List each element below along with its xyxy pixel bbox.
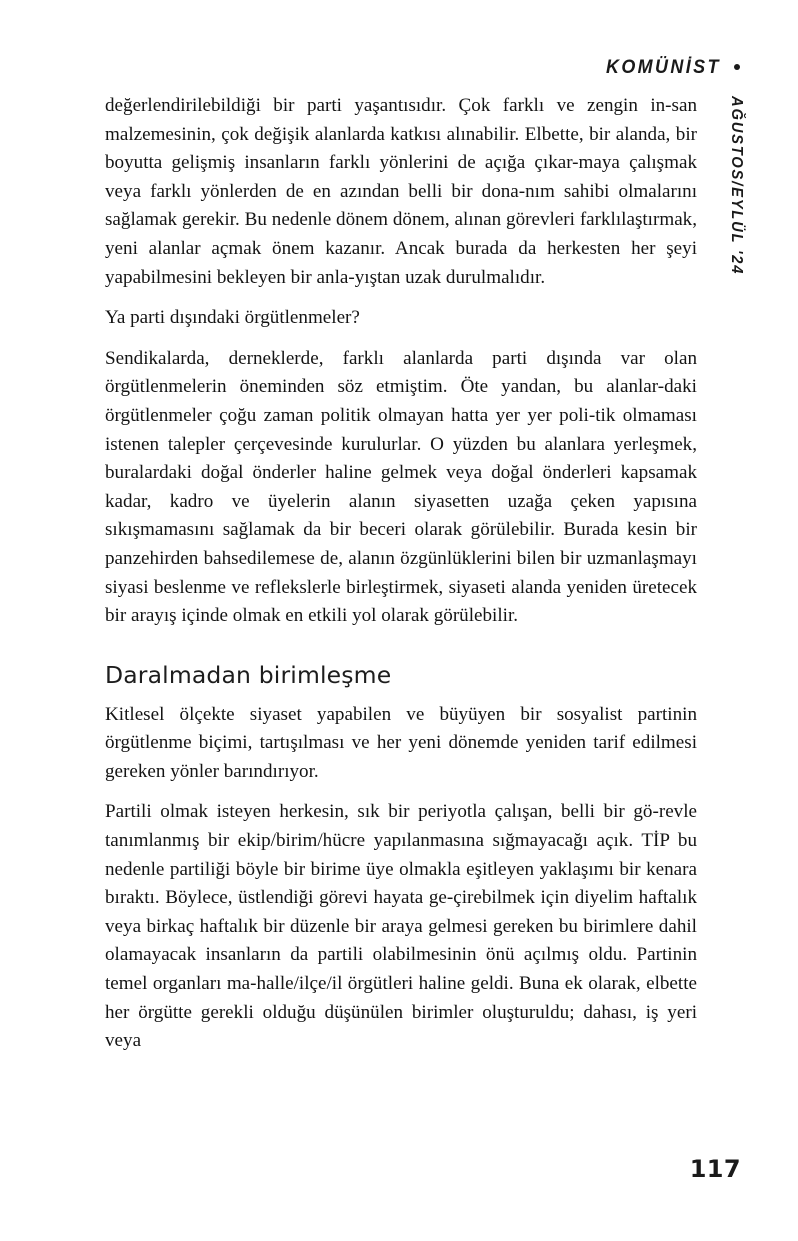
page-number: 117 xyxy=(689,1155,741,1183)
section-heading: Daralmadan birimleşme xyxy=(105,660,392,689)
body-paragraph: Kitlesel ölçekte siyaset yapabilen ve büyüyen bir sosyalist partinin örgütlenme biçimi, tartışılması ve her yeni dönemde yeniden tarif edilmesi gereken yönler barındırıyor. xyxy=(105,703,697,782)
body-paragraph: Partili olmak isteyen herkesin, sık bir periyotla çalışan, belli bir gö-revle tanımlanmış bir ekip/birim/hücre yapılanmasına sığmayacağı açık. TİP bu nedenle partiliği böyle bir birime üye olmakla eşitleyen yaklaşımı bir kenara bıraktı. Böylece, üstlendiği görevi hayata ge-çirebilmek için diyelim haftalık veya birkaç haftalık bir düzenle bir araya gelmesi gereken bu birimlere dahil olamayacak insanların da partili olabilmesinin önü açılmış oldu. Partinin temel organları ma-halle/ilçe/il örgütleri haline geldi. Buna ek olarak, elbette her örgütte gerekli olduğu düşünülen birimler oluşturuldu; dahası, iş yeri veya xyxy=(105,801,697,1052)
bullet-dot-icon xyxy=(734,64,740,70)
text-column xyxy=(105,92,697,1056)
body-paragraph: Sendikalarda, derneklerde, farklı alanlarda parti dışında var olan örgütlenmelerin öneminden söz etmiştim. Öte yandan, bu alanlar-daki örgütlenmeler çoğu zaman politik olmayan hatta yer yer poli-tik olmaması istenen talepler çerçevesinde kurulurlar. O yüzden bu alanlara yerleşmek, buralardaki doğal önderler haline gelmek veya doğal önderleri kapsamak kadar, kadro ve üyelerin alanın siyasetten uzağa çeken yapısına sıkışmamasını sağlamak da bir beceri olarak görülebilir. Burada kesin bir panzehirden bahsedilemese de, alanın özgünlüklerini bilen bir uzmanlaşmayı siyasi beslenme ve reflekslerle birleştirmek, siyaseti alanda yeniden üretecek bir arayış içinde olmak en etkili yol olarak görülebilir. xyxy=(105,347,697,627)
body-paragraph: Ya parti dışındaki örgütlenmeler? xyxy=(105,307,360,329)
running-head-title: KOMÜNİST xyxy=(606,56,721,78)
issue-date-vertical-stamp: AĞUSTOS/EYLÜL '24 xyxy=(728,96,745,276)
body-paragraph: değerlendirilebildiği bir parti yaşantısıdır. Çok farklı ve zengin in-san malzemesinin, çok değişik alanlarda katkısı alınabilir. Elbette, bir alanda, bir boyutta gelişmiş insanların farklı yönlerini de açığa çıkar-maya çalışmak veya farklı yönlerden de en azından belli bir dona-nım sahibi olmalarını sağlamak gerekir. Bu nedenle dönem dönem, alınan görevleri farklılaştırmak, yeni alanlar açmak önem kazanır. Ancak burada da herkesten her şeyi yapabilmesini bekleyen bir anla-yıştan uzak durulmalıdır. xyxy=(105,95,697,288)
running-head xyxy=(596,56,740,79)
